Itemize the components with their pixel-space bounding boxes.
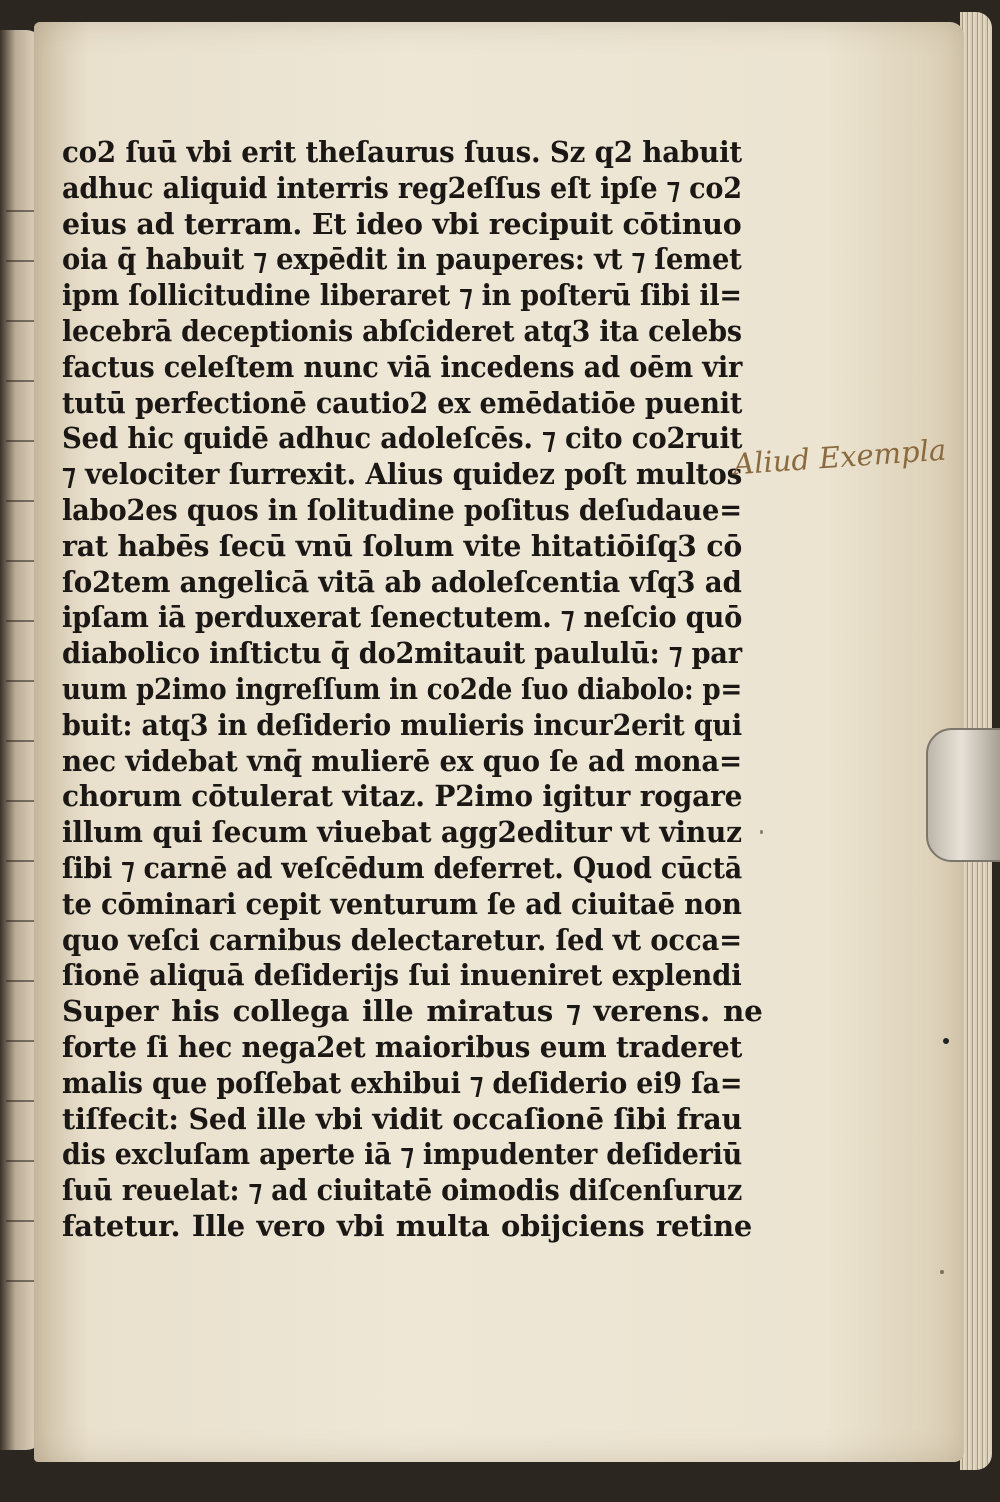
text-line: buit: atq3 in deſiderio mulieris incur2erit qui xyxy=(62,707,742,742)
ink-speck xyxy=(940,1270,944,1274)
text-line: dis excluſam aperte iā ⁊ impudenter deſideriū xyxy=(62,1137,743,1172)
text-line: tiſfecit: Sed ille vbi vidit occaſionē ſibi frau xyxy=(62,1101,742,1136)
text-line: chorum cōtulerat vitaz. P2imo igitur rogare xyxy=(62,779,743,814)
text-line: adhuc aliquid interris reg2eſſus eſt ipſe ⁊ co2 xyxy=(62,170,742,205)
text-line: Sed hic quidē adhuc adoleſcēs. ⁊ cito co2ruit xyxy=(62,421,743,456)
text-line: malis que poſſebat exhibui ⁊ deſiderio ei9 ſa= xyxy=(62,1065,743,1100)
text-line: te cōminari cepit venturum ſe ad ciuitaē non xyxy=(62,886,742,921)
text-line: quo veſci carnibus delectaretur. ſed vt occa= xyxy=(62,922,742,957)
text-line: co2 ſuū vbi erit theſaurus ſuus. Sz q2 habuit xyxy=(62,135,742,169)
text-line: diabolico inſtictu q̄ do2mitauit paululū: ⁊ par xyxy=(62,636,742,671)
text-line: nec videbat vnq̄ mulierē ex quo ſe ad mona= xyxy=(62,743,743,778)
text-line: factus celeſtem nunc viā incedens ad oēm vir xyxy=(62,349,743,384)
printed-text-block xyxy=(62,135,763,1245)
book-clasp xyxy=(926,728,1000,862)
text-line: ⁊ velociter ſurrexit. Alius quidez poſt multos xyxy=(62,457,743,492)
text-line: ſo2tem angelicā vitā ab adoleſcentia vſq3 ad xyxy=(62,564,742,599)
text-line: Super his collega ille miratus ⁊ verens. ne xyxy=(62,994,763,1029)
text-line: labo2es quos in ſolitudine poſitus deſudaue= xyxy=(62,492,742,527)
text-line: ſionē aliquā deſiderijs ſui inueniret explendi xyxy=(62,958,742,993)
text-line: rat habēs ſecū vnū ſolum vite hitatiōiſq3 cō xyxy=(62,528,743,563)
ink-speck xyxy=(760,830,763,834)
text-line: illum qui ſecum viuebat agg2editur vt vinuz xyxy=(62,815,742,850)
text-line: ſibi ⁊ carnē ad veſcēdum deferret. Quod cūctā xyxy=(62,850,743,885)
ink-dot xyxy=(943,1038,949,1044)
text-line: ipm ſollicitudine liberaret ⁊ in poſterū ſibi il= xyxy=(62,278,742,313)
handwritten-marginal-note: Aliud Exempla xyxy=(732,432,948,482)
text-line: eius ad terram. Et ideo vbi recipuit cōtinuo xyxy=(62,206,742,241)
text-line: uum p2imo ingreſſum in co2de ſuo diabolo: p= xyxy=(62,671,743,706)
text-line: ipſam iā perduxerat ſenectutem. ⁊ neſcio quō xyxy=(62,600,743,635)
text-line: fatetur. Ille vero vbi multa obijciens retine xyxy=(62,1208,753,1243)
text-line: ſuū reuelat: ⁊ ad ciuitatē oimodis diſcenſuruz xyxy=(62,1173,743,1208)
text-line: lecebrā deceptionis abſcideret atq3 ita celebs xyxy=(62,313,742,348)
text-line: forte ſi hec nega2et maioribus eum traderet xyxy=(62,1029,743,1064)
text-line: oia q̄ habuit ⁊ expēdit in pauperes: vt ⁊ ſemet xyxy=(62,242,742,277)
text-line: tutū perfectionē cautio2 ex emēdatiōe puenit xyxy=(62,385,743,420)
